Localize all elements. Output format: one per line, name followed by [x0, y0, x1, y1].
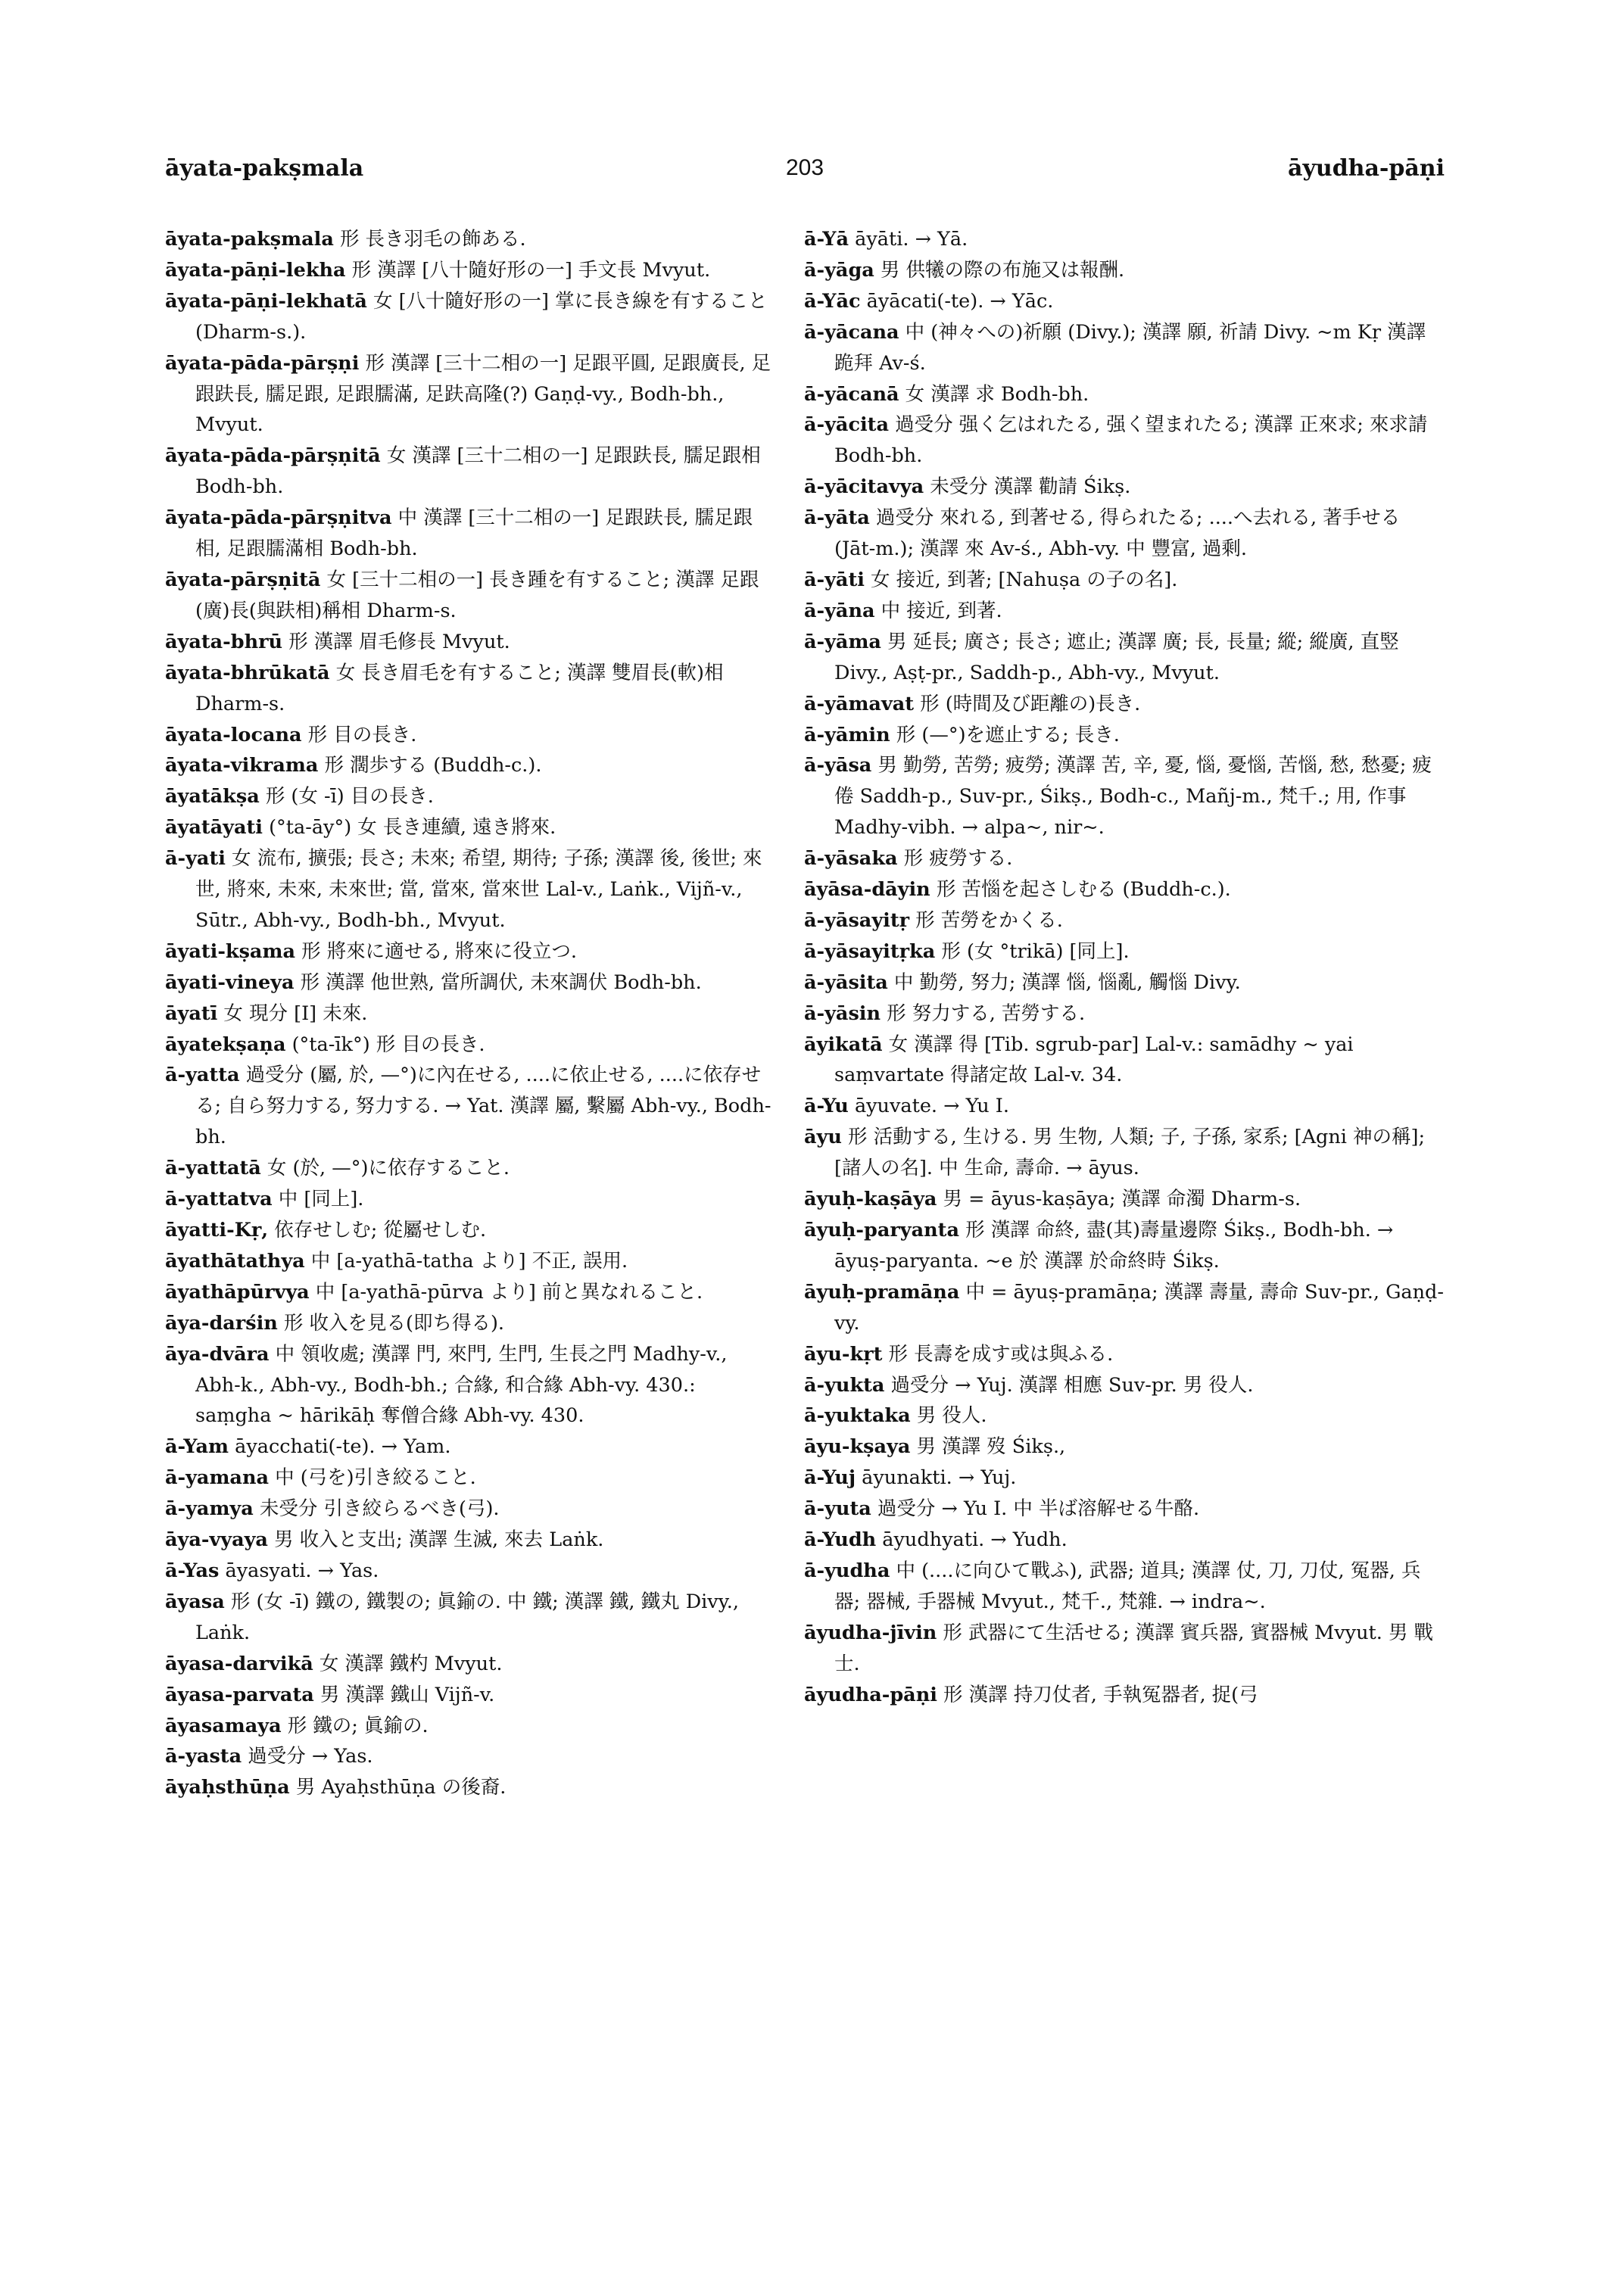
entry-definition: 中 領收處; 漢譯 門, 來門, 生門, 生長之門 Madhy-v., Abh-k., Abh-vy., Bodh-bh.; 合緣, 和合緣 Abh-vy. 430.: saṃgha ~ hārikāḥ 奪僧合緣 Abh-vy. 430. — [195, 1342, 728, 1428]
entry-headword: ā-yattatva — [165, 1188, 273, 1211]
entry-definition: āyudhyati. → Yudh. — [876, 1528, 1068, 1552]
dictionary-entry — [165, 1463, 777, 1494]
entry-headword: āyu-kṣaya — [804, 1435, 911, 1459]
dictionary-entry — [804, 379, 1445, 410]
dictionary-entry — [804, 1122, 1445, 1184]
dictionary-entry — [165, 627, 777, 658]
entry-definition: 男 延長; 廣さ; 長さ; 遮止; 漢譯 廣; 長, 長量; 縱; 縱廣, 直竪 Divy., Aṣṭ-pr., Saddh-p., Abh-vy., Mvyut. — [834, 630, 1399, 684]
entry-definition: 形 (—°)を遮止する; 長き. — [890, 723, 1120, 746]
entry-headword: āyu — [804, 1126, 842, 1149]
dictionary-entry — [165, 967, 777, 999]
left-column — [165, 224, 777, 1803]
entry-headword: ā-yāga — [804, 258, 874, 282]
entry-definition: 形 活動する, 生ける. 男 生物, 人類; 子, 子孫, 家系; [Agni 神の稱]; [諸人の名]. 中 生命, 壽命. → āyus. — [834, 1126, 1426, 1180]
dictionary-entry — [165, 1339, 777, 1432]
entry-definition: 中 [a-yathā-pūrva より] 前と異なれること. — [309, 1280, 703, 1304]
entry-headword: āya-vyaya — [165, 1528, 268, 1552]
dictionary-entry — [165, 812, 777, 843]
entry-definition: 女 [八十隨好形の一] 掌に長き線を有すること (Dharm-s.). — [195, 289, 768, 344]
dictionary-entry — [804, 689, 1445, 720]
entry-definition: 形 長壽を成す或は與ふる. — [882, 1342, 1114, 1366]
entry-headword: ā-yāsita — [804, 970, 888, 994]
entry-definition: āyunakti. → Yuj. — [856, 1466, 1017, 1490]
entry-definition: 形 苦惱を起さしむる (Buddh-c.). — [930, 878, 1231, 902]
entry-headword: ā-yatta — [165, 1064, 240, 1087]
entry-headword: āyata-vikrama — [165, 754, 319, 777]
entry-headword: āyuḥ-kaṣāya — [804, 1188, 937, 1211]
dictionary-entry — [165, 999, 777, 1030]
entry-definition: 過受分 (屬, 於, —°)に內在せる, ....に依止せる, ....に依存せる; 自ら努力する, 努力する. → Yat. 漢譯 屬, 繫屬 Abh-vy., Bodh-bh. — [195, 1064, 771, 1149]
entry-definition: āyuvate. → Yu I. — [848, 1095, 1009, 1118]
dictionary-entry — [165, 1741, 777, 1772]
entry-headword: ā-yācitavya — [804, 475, 924, 499]
entry-definition: 形 漢譯 [八十隨好形の一] 手文長 Mvyut. — [345, 258, 711, 282]
dictionary-entry — [804, 224, 1445, 255]
entry-headword: ā-Yas — [165, 1559, 220, 1582]
entry-headword: āyata-pāda-pārṣṇitva — [165, 506, 392, 530]
entry-definition: 中 漢譯 [三十二相の一] 足跟趺長, 臑足跟相, 足跟臑滿相 Bodh-bh. — [195, 506, 753, 561]
entry-headword: āyata-pāda-pārṣṇi — [165, 351, 360, 375]
entry-headword: āyathātathya — [165, 1249, 305, 1273]
entry-definition: 形 漢譯 命終, 盡(其)壽量邊際 Śikṣ., Bodh-bh. → āyuṣ-paryanta. ~e 於 漢譯 於命終時 Śikṣ. — [834, 1219, 1394, 1273]
entry-headword: ā-yāma — [804, 630, 881, 653]
entry-headword: āyatākṣa — [165, 785, 260, 808]
entry-headword: āyasa-parvata — [165, 1683, 314, 1706]
dictionary-entry — [804, 317, 1445, 379]
entry-headword: ā-yāta — [804, 506, 870, 530]
dictionary-entry — [804, 720, 1445, 751]
dictionary-entry — [804, 1184, 1445, 1215]
entry-headword: āyatti-Kṛ, — [165, 1219, 269, 1242]
entry-headword: āyata-pakṣmala — [165, 228, 334, 251]
dictionary-entry — [804, 905, 1445, 936]
entry-definition: 形 漢譯 他世熟, 當所調伏, 未來調伏 Bodh-bh. — [294, 970, 702, 994]
dictionary-entry — [165, 565, 777, 627]
entry-definition: 過受分 → Yas. — [242, 1745, 373, 1768]
dictionary-entry — [165, 750, 777, 781]
entry-definition: 形 漢譯 持刀仗者, 手執冤器者, 捉(弓 — [937, 1683, 1258, 1706]
entry-headword: āyata-locana — [165, 723, 302, 746]
dictionary-entry — [804, 596, 1445, 627]
entry-headword: āyata-pāda-pārṣṇitā — [165, 444, 381, 468]
entry-headword: āyata-bhrūkatā — [165, 661, 330, 684]
dictionary-entry — [804, 1030, 1445, 1092]
entry-headword: ā-yamana — [165, 1466, 270, 1490]
entry-definition: 中 = āyuṣ-pramāṇa; 漢譯 壽量, 壽命 Suv-pr., Gaṇḍ-vy. — [834, 1280, 1445, 1335]
entry-definition: 女 [三十二相の一] 長き踵を有すること; 漢譯 足跟(廣)長(與趺相)稱相 Dharm-s. — [195, 568, 759, 622]
entry-headword: āyaḥsthūṇa — [165, 1776, 290, 1799]
entry-definition: 男 收入と支出; 漢譯 生滅, 來去 Laṅk. — [267, 1528, 604, 1552]
dictionary-entry — [165, 720, 777, 751]
dictionary-entry — [165, 503, 777, 565]
entry-definition: 形 (時間及び距離の)長き. — [914, 692, 1141, 715]
dictionary-entry — [165, 1308, 777, 1339]
dictionary-entry — [165, 1432, 777, 1463]
entry-definition: 依存せしむ; 從屬せしむ. — [268, 1219, 487, 1242]
entry-headword: ā-yācita — [804, 413, 889, 437]
entry-definition: 女 漢譯 [三十二相の一] 足跟趺長, 臑足跟相 Bodh-bh. — [195, 444, 761, 499]
entry-headword: āyata-pāṇi-lekha — [165, 258, 346, 282]
entry-definition: 過受分 來れる, 到著せる, 得られたる; ....へ去れる, 著手せる (Jāt-m.); 漢譯 來 Av-ś., Abh-vy. 中 豐富, 過剩. — [834, 506, 1401, 561]
entry-definition: 過受分 → Yuj. 漢譯 相應 Suv-pr. 男 役人. — [884, 1373, 1254, 1397]
entry-headword: ā-Yā — [804, 228, 849, 251]
entry-headword: ā-Yam — [165, 1435, 229, 1459]
header-left-guideword: āyata-pakṣmala — [165, 155, 364, 182]
dictionary-entry — [165, 1556, 777, 1587]
entry-definition: 形 疲勞する. — [897, 847, 1013, 871]
dictionary-entry — [165, 1246, 777, 1277]
entry-headword: ā-yuktaka — [804, 1404, 911, 1428]
entry-definition: 過受分 → Yu I. 中 半ば溶解せる牛酪. — [871, 1497, 1200, 1521]
dictionary-entry — [804, 1680, 1445, 1711]
entry-headword: āyati-vineya — [165, 970, 295, 994]
dictionary-entry — [804, 874, 1445, 905]
entry-definition: 中 (....に向ひて戰ふ), 武器; 道具; 漢譯 仗, 刀, 刀仗, 冤器, 兵器; 器械, 手器械 Mvyut., 梵千., 梵雜. → indra~. — [834, 1559, 1421, 1613]
entry-headword: āyasa — [165, 1590, 225, 1613]
dictionary-entry — [804, 1277, 1445, 1339]
dictionary-entry — [804, 627, 1445, 689]
entry-definition: 形 濶歩する (Buddh-c.). — [318, 754, 542, 777]
dictionary-entry — [804, 1556, 1445, 1618]
entry-definition: 男 = āyus-kaṣāya; 漢譯 命濁 Dharm-s. — [937, 1188, 1301, 1211]
dictionary-entry — [804, 1400, 1445, 1432]
dictionary-entry — [165, 1649, 777, 1680]
entry-headword: ā-Yāc — [804, 289, 861, 313]
dictionary-entry — [165, 1184, 777, 1215]
entry-headword: ā-yāsaka — [804, 847, 898, 871]
entry-definition: 女 流布, 擴張; 長さ; 未來; 希望, 期待; 子孫; 漢譯 後, 後世; 來世, 將來, 未來, 未來世; 當, 當來, 當來世 Lal-v., Laṅk., Vijñ-v., Sūtr., Abh-vy., Bodh-bh., Mvyut. — [195, 847, 762, 932]
dictionary-entry — [804, 410, 1445, 472]
dictionary-entry — [165, 1525, 777, 1556]
entry-definition: 中 接近, 到著. — [874, 599, 1002, 622]
entry-definition: āyācati(-te). → Yāc. — [860, 289, 1054, 313]
entry-definition: 女 漢譯 求 Bodh-bh. — [899, 382, 1089, 406]
entry-headword: āyudha-jīvin — [804, 1621, 937, 1644]
entry-definition: 形 目の長き. — [301, 723, 417, 746]
entry-definition: 形 長き羽毛の飾ある. — [333, 228, 526, 251]
entry-headword: ā-yāna — [804, 599, 875, 622]
dictionary-entry — [165, 1153, 777, 1184]
entry-headword: āyasa-darvikā — [165, 1652, 313, 1675]
dictionary-entry — [165, 224, 777, 255]
entry-definition: 女 接近, 到著; [Nahuṣa の子の名]. — [864, 568, 1178, 591]
entry-definition: (°ta-āy°) 女 長き連續, 遠き將來. — [262, 816, 556, 840]
dictionary-entry — [165, 1711, 777, 1742]
dictionary-entry — [804, 565, 1445, 596]
entry-definition: āyāti. → Yā. — [849, 228, 968, 251]
dictionary-entry — [804, 1370, 1445, 1401]
entry-headword: ā-yuta — [804, 1497, 871, 1521]
entry-definition: āyasyati. → Yas. — [219, 1559, 379, 1582]
dictionary-entry — [165, 781, 777, 812]
entry-headword: āyatekṣaṇa — [165, 1033, 286, 1056]
dictionary-entry — [165, 441, 777, 503]
dictionary-entry — [165, 1772, 777, 1803]
entry-definition: 形 (女 -ī) 鐵の, 鐵製の; 眞鍮の. 中 鐵; 漢譯 鐵, 鐵丸 Divy., Laṅk. — [195, 1590, 739, 1644]
entry-headword: ā-yāmin — [804, 723, 890, 746]
entry-headword: āyudha-pāṇi — [804, 1683, 937, 1706]
entry-definition: 男 Ayaḥsthūṇa の後裔. — [289, 1776, 507, 1799]
entry-headword: ā-yasta — [165, 1745, 242, 1768]
dictionary-entry — [165, 1060, 777, 1153]
entry-definition: 形 漢譯 眉毛修長 Mvyut. — [282, 630, 510, 653]
entry-definition: 男 漢譯 鐵山 Vijñ-v. — [313, 1683, 495, 1706]
entry-headword: āya-darśin — [165, 1311, 278, 1335]
dictionary-entry — [804, 1091, 1445, 1122]
entry-headword: āyatī — [165, 1002, 218, 1025]
entry-headword: ā-yācanā — [804, 382, 899, 406]
entry-headword: āyatāyati — [165, 816, 263, 840]
dictionary-entry — [804, 503, 1445, 565]
dictionary-entry — [165, 843, 777, 936]
dictionary-entry — [804, 936, 1445, 967]
dictionary-entry — [165, 936, 777, 967]
dictionary-entry — [165, 1494, 777, 1525]
entry-definition: 形 (女 -ī) 目の長き. — [259, 785, 434, 808]
entry-definition: (°ta-īk°) 形 目の長き. — [285, 1033, 485, 1056]
entry-definition: 形 漢譯 [三十二相の一] 足跟平圓, 足跟廣長, 足跟趺長, 臑足跟, 足跟臑滿, 足趺高隆(?) Gaṇḍ-vy., Bodh-bh., Mvyut. — [195, 351, 771, 437]
entry-definition: 未受分 引き絞らるべき(弓). — [253, 1497, 500, 1521]
dictionary-entry — [804, 255, 1445, 286]
dictionary-entry — [804, 1494, 1445, 1525]
entry-headword: ā-yamya — [165, 1497, 254, 1521]
dictionary-entry — [165, 1277, 777, 1308]
entry-headword: ā-yattatā — [165, 1157, 261, 1180]
entry-headword: ā-yāsayitṛka — [804, 939, 936, 963]
entry-headword: ā-yāti — [804, 568, 865, 591]
dictionary-entry — [165, 658, 777, 720]
entry-headword: ā-yāsayitṛ — [804, 908, 910, 932]
entry-definition: 未受分 漢譯 勸請 Śikṣ. — [924, 475, 1131, 499]
entry-definition: 女 (於, —°)に依存すること. — [260, 1157, 510, 1180]
dictionary-entry — [804, 843, 1445, 874]
entry-headword: āyata-pāṇi-lekhatā — [165, 289, 367, 313]
page-number: 203 — [785, 155, 824, 180]
entry-definition: 形 (女 °trikā) [同上]. — [935, 939, 1130, 963]
entry-definition: 中 (神々への)祈願 (Divy.); 漢譯 願, 祈請 Divy. ~m Kṛ 漢譯 跪拜 Av-ś. — [834, 320, 1426, 375]
entry-definition: 形 努力する, 苦勞する. — [881, 1002, 1086, 1025]
entry-headword: ā-Yuj — [804, 1466, 856, 1490]
entry-headword: āyikatā — [804, 1033, 883, 1056]
entry-headword: āya-dvāra — [165, 1342, 270, 1366]
entry-definition: 女 漢譯 得 [Tib. sgrub-par] Lal-v.: samādhy ~ yai saṃvartate 得諸定故 Lal-v. 34. — [834, 1033, 1354, 1087]
entry-headword: āyasamaya — [165, 1714, 282, 1737]
entry-definition: 中 (弓を)引き絞ること. — [269, 1466, 476, 1490]
dictionary-entry — [165, 1587, 777, 1649]
entry-definition: 形 鐵の; 眞鍮の. — [281, 1714, 429, 1737]
entry-definition: 女 漢譯 鐵杓 Mvyut. — [313, 1652, 503, 1675]
dictionary-entry — [804, 1432, 1445, 1463]
entry-definition: āyacchati(-te). → Yam. — [229, 1435, 451, 1459]
dictionary-entry — [804, 967, 1445, 999]
dictionary-entry — [804, 1525, 1445, 1556]
entry-definition: 女 長き眉毛を有すること; 漢譯 雙眉長(軟)相 Dharm-s. — [195, 661, 724, 715]
page-header — [165, 155, 1445, 193]
dictionary-entry — [804, 1215, 1445, 1277]
dictionary-entry — [804, 750, 1445, 843]
entry-headword: āyata-pārṣṇitā — [165, 568, 321, 591]
entry-definition: 男 役人. — [910, 1404, 987, 1428]
right-column — [804, 224, 1445, 1711]
entry-headword: āyāsa-dāyin — [804, 878, 930, 902]
entry-headword: āyati-kṣama — [165, 939, 295, 963]
entry-definition: 女 現分 [I] 未來. — [217, 1002, 368, 1025]
header-right-guideword: āyudha-pāṇi — [1288, 155, 1445, 182]
dictionary-entry — [804, 999, 1445, 1030]
entry-definition: 男 供犧の際の布施又は報酬. — [874, 258, 1125, 282]
entry-headword: ā-yācana — [804, 320, 899, 344]
entry-headword: āyuḥ-paryanta — [804, 1219, 959, 1242]
entry-headword: āyathāpūrvya — [165, 1280, 310, 1304]
entry-definition: 形 將來に適せる, 將來に役立つ. — [295, 939, 577, 963]
entry-headword: āyu-kṛt — [804, 1342, 883, 1366]
entry-headword: ā-yāsa — [804, 754, 872, 777]
entry-headword: ā-Yudh — [804, 1528, 877, 1552]
entry-headword: ā-yāmavat — [804, 692, 915, 715]
dictionary-entry — [165, 255, 777, 286]
entry-headword: ā-yāsin — [804, 1002, 881, 1025]
entry-headword: ā-yukta — [804, 1373, 885, 1397]
entry-definition: 形 收入を見る(即ち得る). — [277, 1311, 505, 1335]
dictionary-entry — [804, 286, 1445, 317]
entry-headword: ā-yudha — [804, 1559, 890, 1582]
entry-definition: 中 [a-yathā-tatha より] 不正, 誤用. — [304, 1249, 628, 1273]
entry-definition: 男 勤勞, 苦勞; 疲勞; 漢譯 苦, 辛, 憂, 惱, 憂惱, 苦惱, 愁, 愁憂; 疲倦 Saddh-p., Suv-pr., Śikṣ., Bodh-c., Mañj-m., 梵千.; 用, 作事 Madhy-vibh. → alpa~, nir~. — [834, 754, 1432, 840]
dictionary-entry — [165, 1030, 777, 1061]
entry-definition: 男 漢譯 歿 Śikṣ., — [910, 1435, 1066, 1459]
dictionary-entry — [165, 286, 777, 348]
dictionary-entry — [804, 1463, 1445, 1494]
entry-definition: 過受分 强く乞はれたる, 强く望まれたる; 漢譯 正來求; 來求請 Bodh-bh. — [834, 413, 1428, 468]
dictionary-entry — [165, 348, 777, 441]
entry-definition: 中 [同上]. — [272, 1188, 364, 1211]
entry-definition: 形 苦勞をかくる. — [909, 908, 1063, 932]
entry-headword: āyuḥ-pramāṇa — [804, 1280, 960, 1304]
dictionary-entry — [804, 472, 1445, 503]
entry-definition: 中 勤勞, 努力; 漢譯 惱, 惱亂, 觸惱 Divy. — [887, 970, 1241, 994]
entry-headword: āyata-bhrū — [165, 630, 283, 653]
dictionary-entry — [165, 1215, 777, 1246]
entry-headword: ā-Yu — [804, 1095, 849, 1118]
dictionary-entry — [165, 1680, 777, 1711]
entry-headword: ā-yati — [165, 847, 226, 871]
dictionary-entry — [804, 1618, 1445, 1680]
dictionary-entry — [804, 1339, 1445, 1370]
entry-definition: 形 武器にて生活せる; 漢譯 賓兵器, 賓器械 Mvyut. 男 戰士. — [834, 1621, 1434, 1675]
